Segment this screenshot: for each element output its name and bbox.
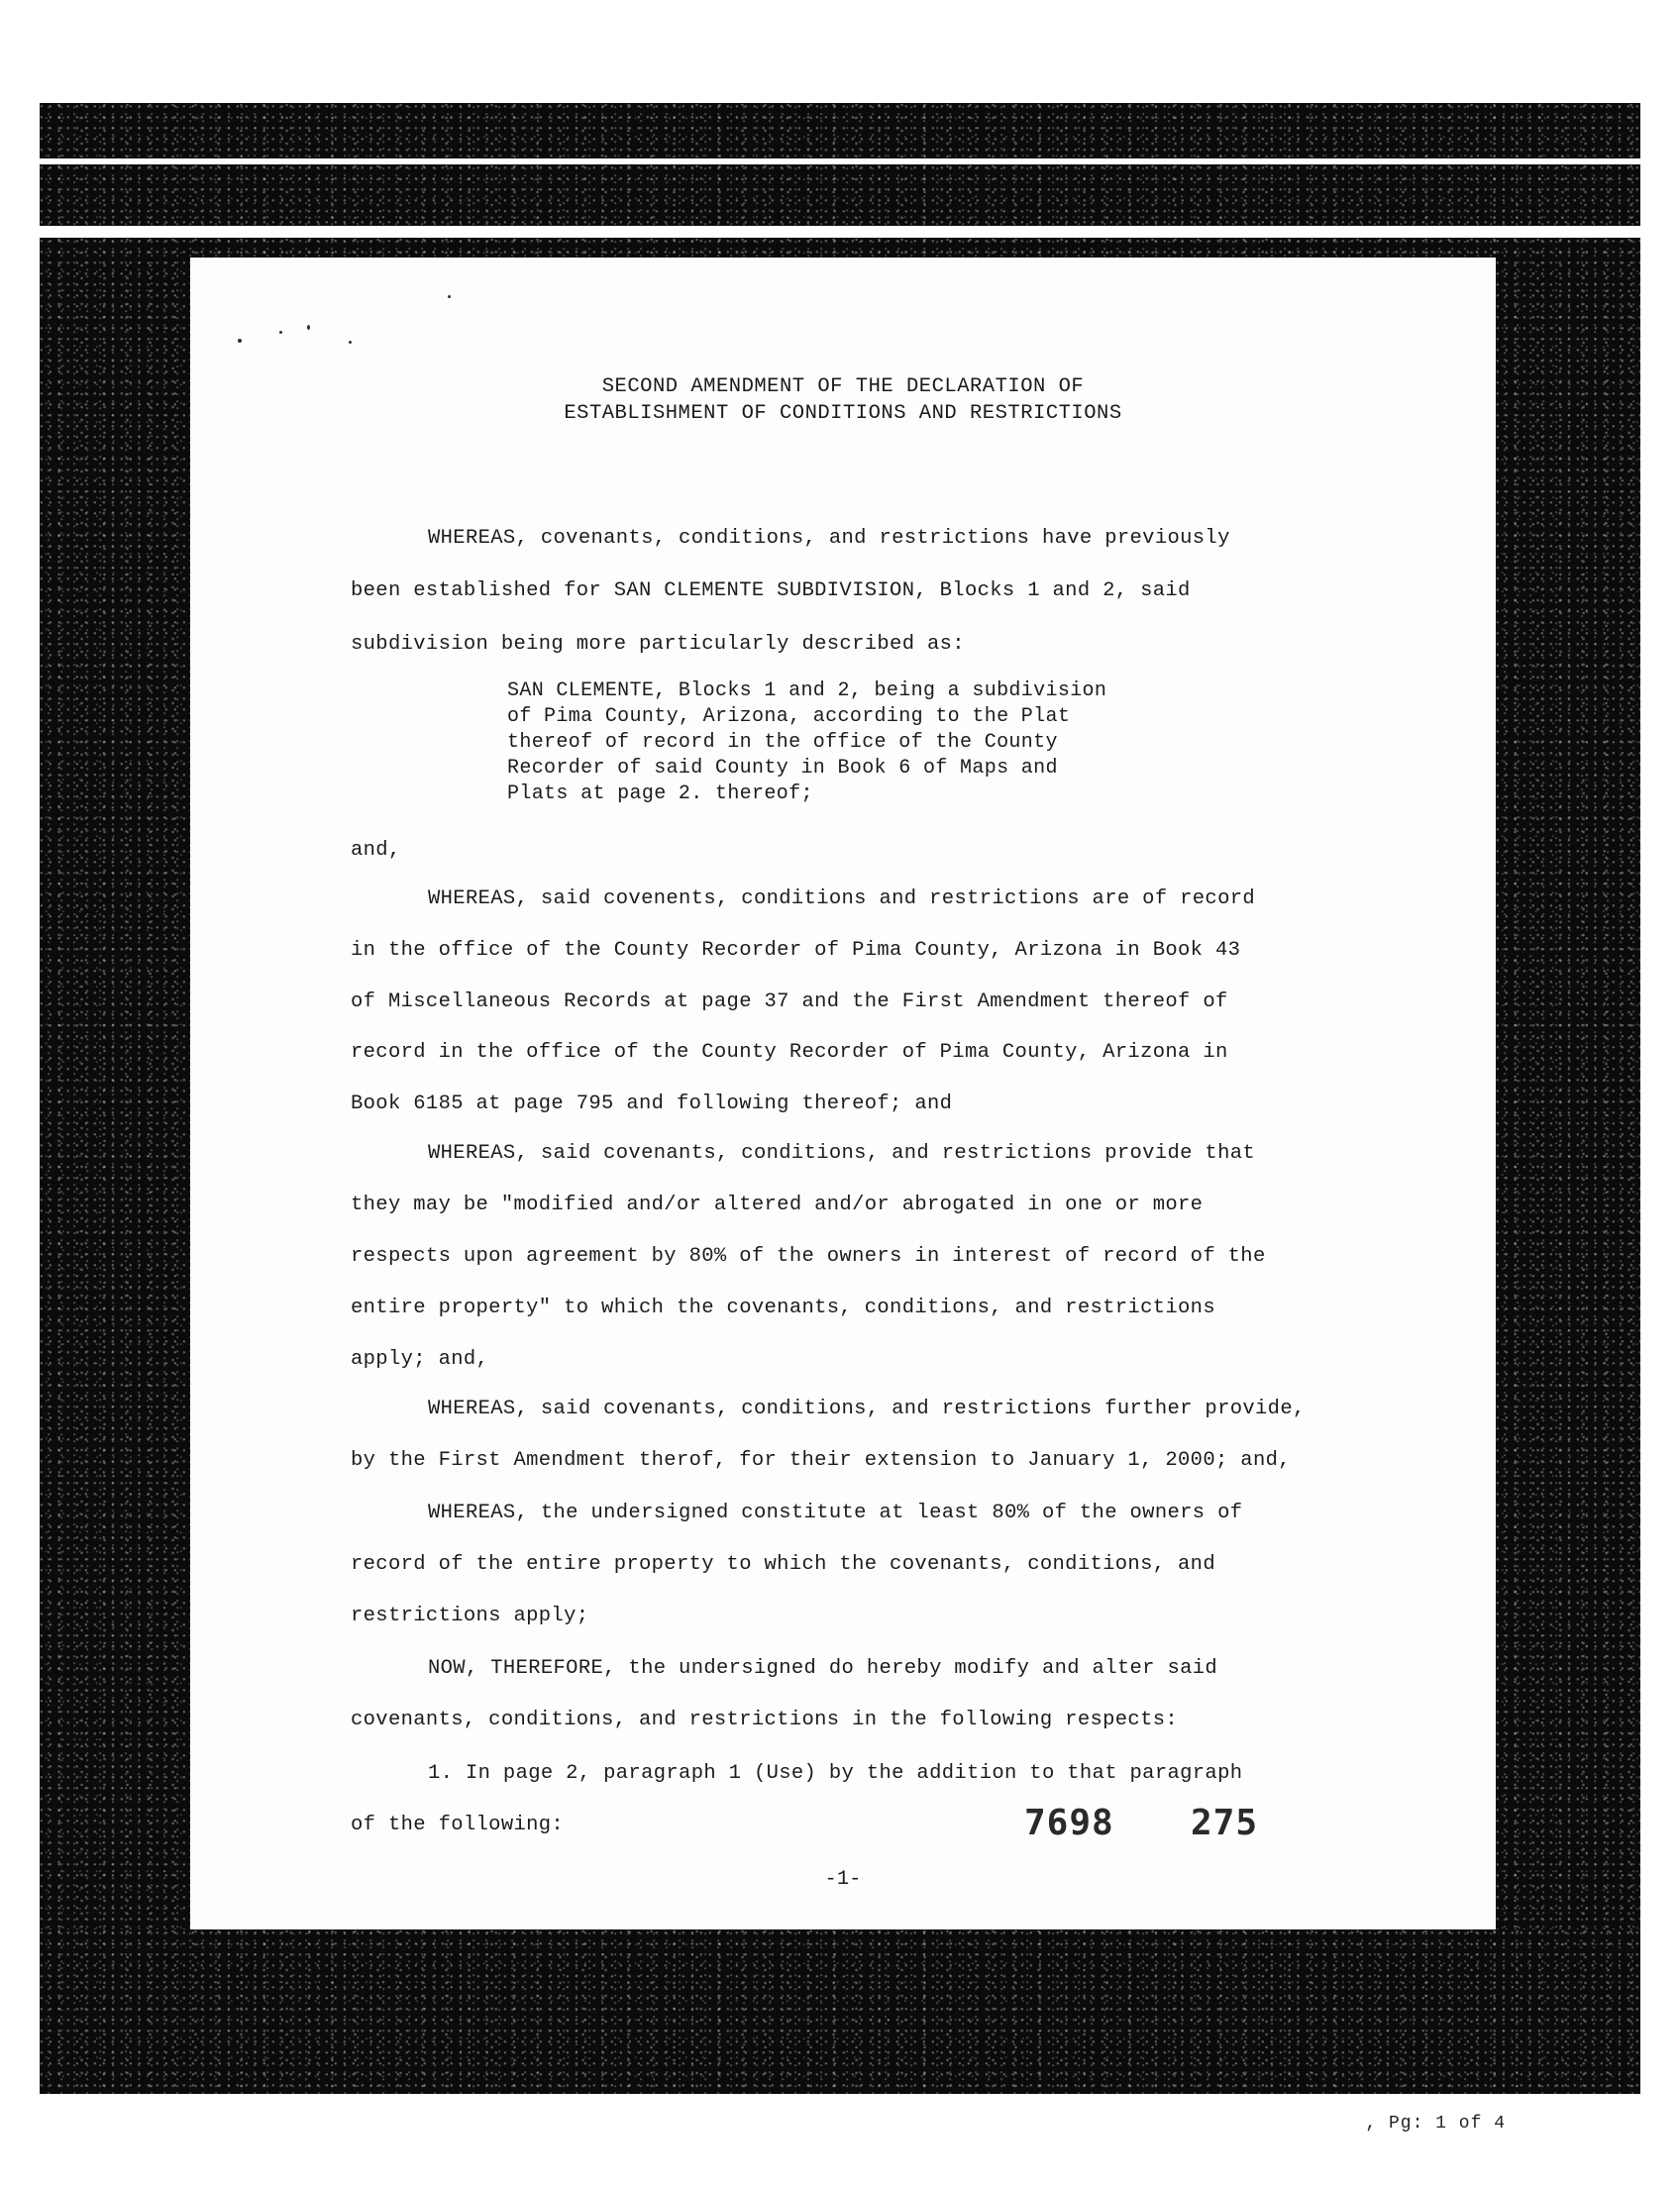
body-line: subdivision being more particularly described as: [351, 633, 965, 656]
scan-border-top-secondary [40, 164, 1640, 226]
scan-frame-left [40, 238, 190, 1937]
body-line: WHEREAS, said covenants, conditions, and restrictions further provide, [428, 1398, 1306, 1420]
page-number: -1- [824, 1868, 862, 1891]
body-line: WHEREAS, the undersigned constitute at least 80% of the owners of [428, 1502, 1243, 1524]
scan-frame-top [40, 238, 1640, 258]
scan-frame-right [1496, 238, 1640, 1937]
body-line: been established for SAN CLEMENTE SUBDIVISION, Blocks 1 and 2, said [351, 579, 1191, 602]
body-line: Book 6185 at page 795 and following thereof; and [351, 1093, 953, 1115]
recording-stamp-page: 275 [1191, 1803, 1259, 1843]
body-line: in the office of the County Recorder of Pima County, Arizona in Book 43 [351, 939, 1241, 962]
legal-description-line: SAN CLEMENTE, Blocks 1 and 2, being a subdivision [507, 679, 1107, 702]
body-line: WHEREAS, covenants, conditions, and restrictions have previously [428, 527, 1230, 550]
scan-speck [279, 331, 282, 334]
body-line: NOW, THEREFORE, the undersigned do hereby modify and alter said [428, 1657, 1218, 1680]
body-line: WHEREAS, said covenants, conditions, and restrictions provide that [428, 1142, 1256, 1165]
scan-speck [448, 295, 451, 298]
body-line: covenants, conditions, and restrictions in the following respects: [351, 1709, 1179, 1731]
legal-description-line: thereof of record in the office of the County [507, 731, 1058, 754]
legal-description-line: Plats at page 2. thereof; [507, 782, 813, 805]
document-page [190, 258, 1496, 1929]
scan-frame-bottom [40, 1929, 1640, 2094]
body-line: of the following: [351, 1814, 565, 1836]
body-line: respects upon agreement by 80% of the owners in interest of record of the [351, 1245, 1266, 1268]
body-line: record of the entire property to which the covenants, conditions, and [351, 1553, 1215, 1576]
body-line: record in the office of the County Recorder of Pima County, Arizona in [351, 1041, 1228, 1064]
legal-description-line: Recorder of said County in Book 6 of Maps and [507, 757, 1058, 780]
scan-speck [307, 325, 310, 330]
document-title-line-2: ESTABLISHMENT OF CONDITIONS AND RESTRICTIONS [564, 402, 1122, 425]
body-line: entire property" to which the covenants, conditions, and restrictions [351, 1297, 1215, 1319]
numbered-paragraph: 1. In page 2, paragraph 1 (Use) by the addition to that paragraph [428, 1762, 1243, 1785]
body-line: they may be "modified and/or altered and/or abrogated in one or more [351, 1194, 1204, 1216]
scan-speck [349, 341, 352, 344]
recording-stamp-book: 7698 [1024, 1803, 1114, 1843]
legal-description-line: of Pima County, Arizona, according to the Plat [507, 705, 1071, 728]
document-title-line-1: SECOND AMENDMENT OF THE DECLARATION OF [601, 375, 1085, 398]
page-indicator: , Pg: 1 of 4 [1365, 2114, 1506, 2134]
scan-border-top [40, 103, 1640, 158]
body-line: apply; and, [351, 1348, 489, 1371]
body-line: of Miscellaneous Records at page 37 and the First Amendment thereof of [351, 990, 1228, 1013]
body-line: restrictions apply; [351, 1605, 589, 1627]
scan-speck [238, 339, 242, 343]
body-line: and, [351, 839, 401, 862]
body-line: WHEREAS, said covenents, conditions and restrictions are of record [428, 887, 1256, 910]
body-line: by the First Amendment therof, for their extension to January 1, 2000; and, [351, 1449, 1291, 1472]
